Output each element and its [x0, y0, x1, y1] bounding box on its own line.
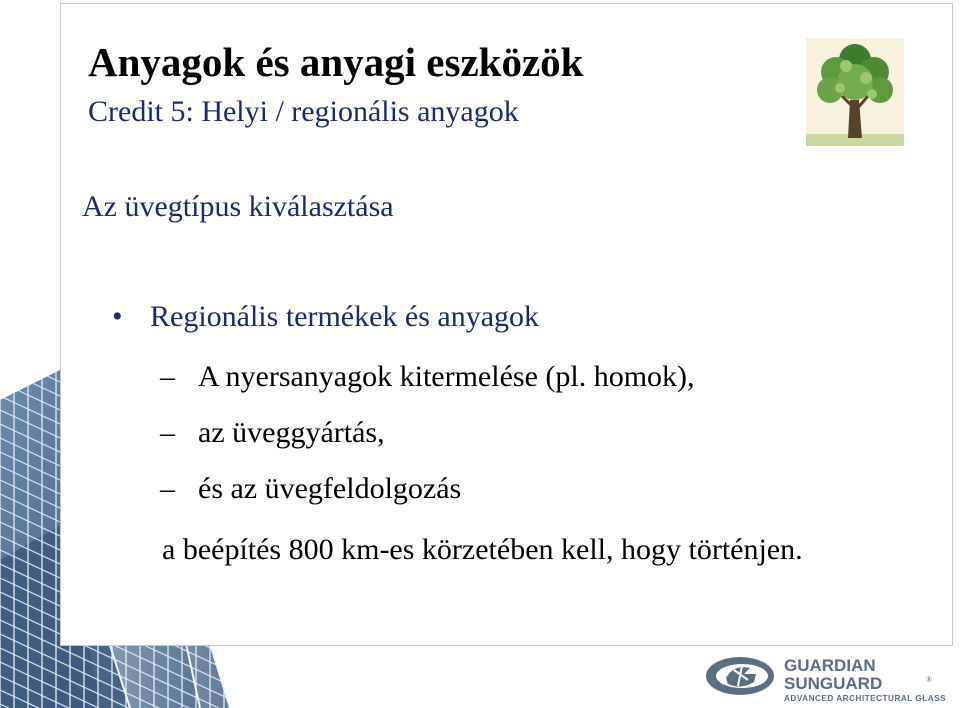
sub-item-text: A nyersanyagok kitermelése (pl. homok),: [198, 360, 695, 393]
sub-item-text: az üveggyártás,: [198, 416, 385, 449]
logo-tagline: ADVANCED ARCHITECTURAL GLASS: [784, 694, 947, 703]
dash-marker: –: [160, 360, 175, 393]
bullet-text: Regionális termékek és anyagok: [150, 300, 540, 333]
dash-marker: –: [160, 416, 175, 449]
logo-line-2: SUNGUARD: [784, 674, 883, 693]
guardian-g-icon: [706, 657, 774, 695]
logo-line-1: GUARDIAN: [784, 656, 876, 675]
continuation-text: a beépítés 800 km-es körzetében kell, hogy történjen.: [162, 533, 803, 566]
section-heading: Az üvegtípus kiválasztása: [82, 190, 394, 223]
dash-marker: –: [160, 472, 175, 505]
registered-mark: ®: [926, 675, 933, 684]
slide-subtitle: Credit 5: Helyi / regionális anyagok: [88, 95, 519, 128]
sub-item-text: és az üvegfeldolgozás: [198, 472, 462, 505]
slide-title: Anyagok és anyagi eszközök: [88, 39, 584, 85]
tree-icon: [806, 38, 904, 146]
guardian-sunguard-logo: [704, 652, 958, 704]
bullet-marker: •: [112, 300, 123, 333]
